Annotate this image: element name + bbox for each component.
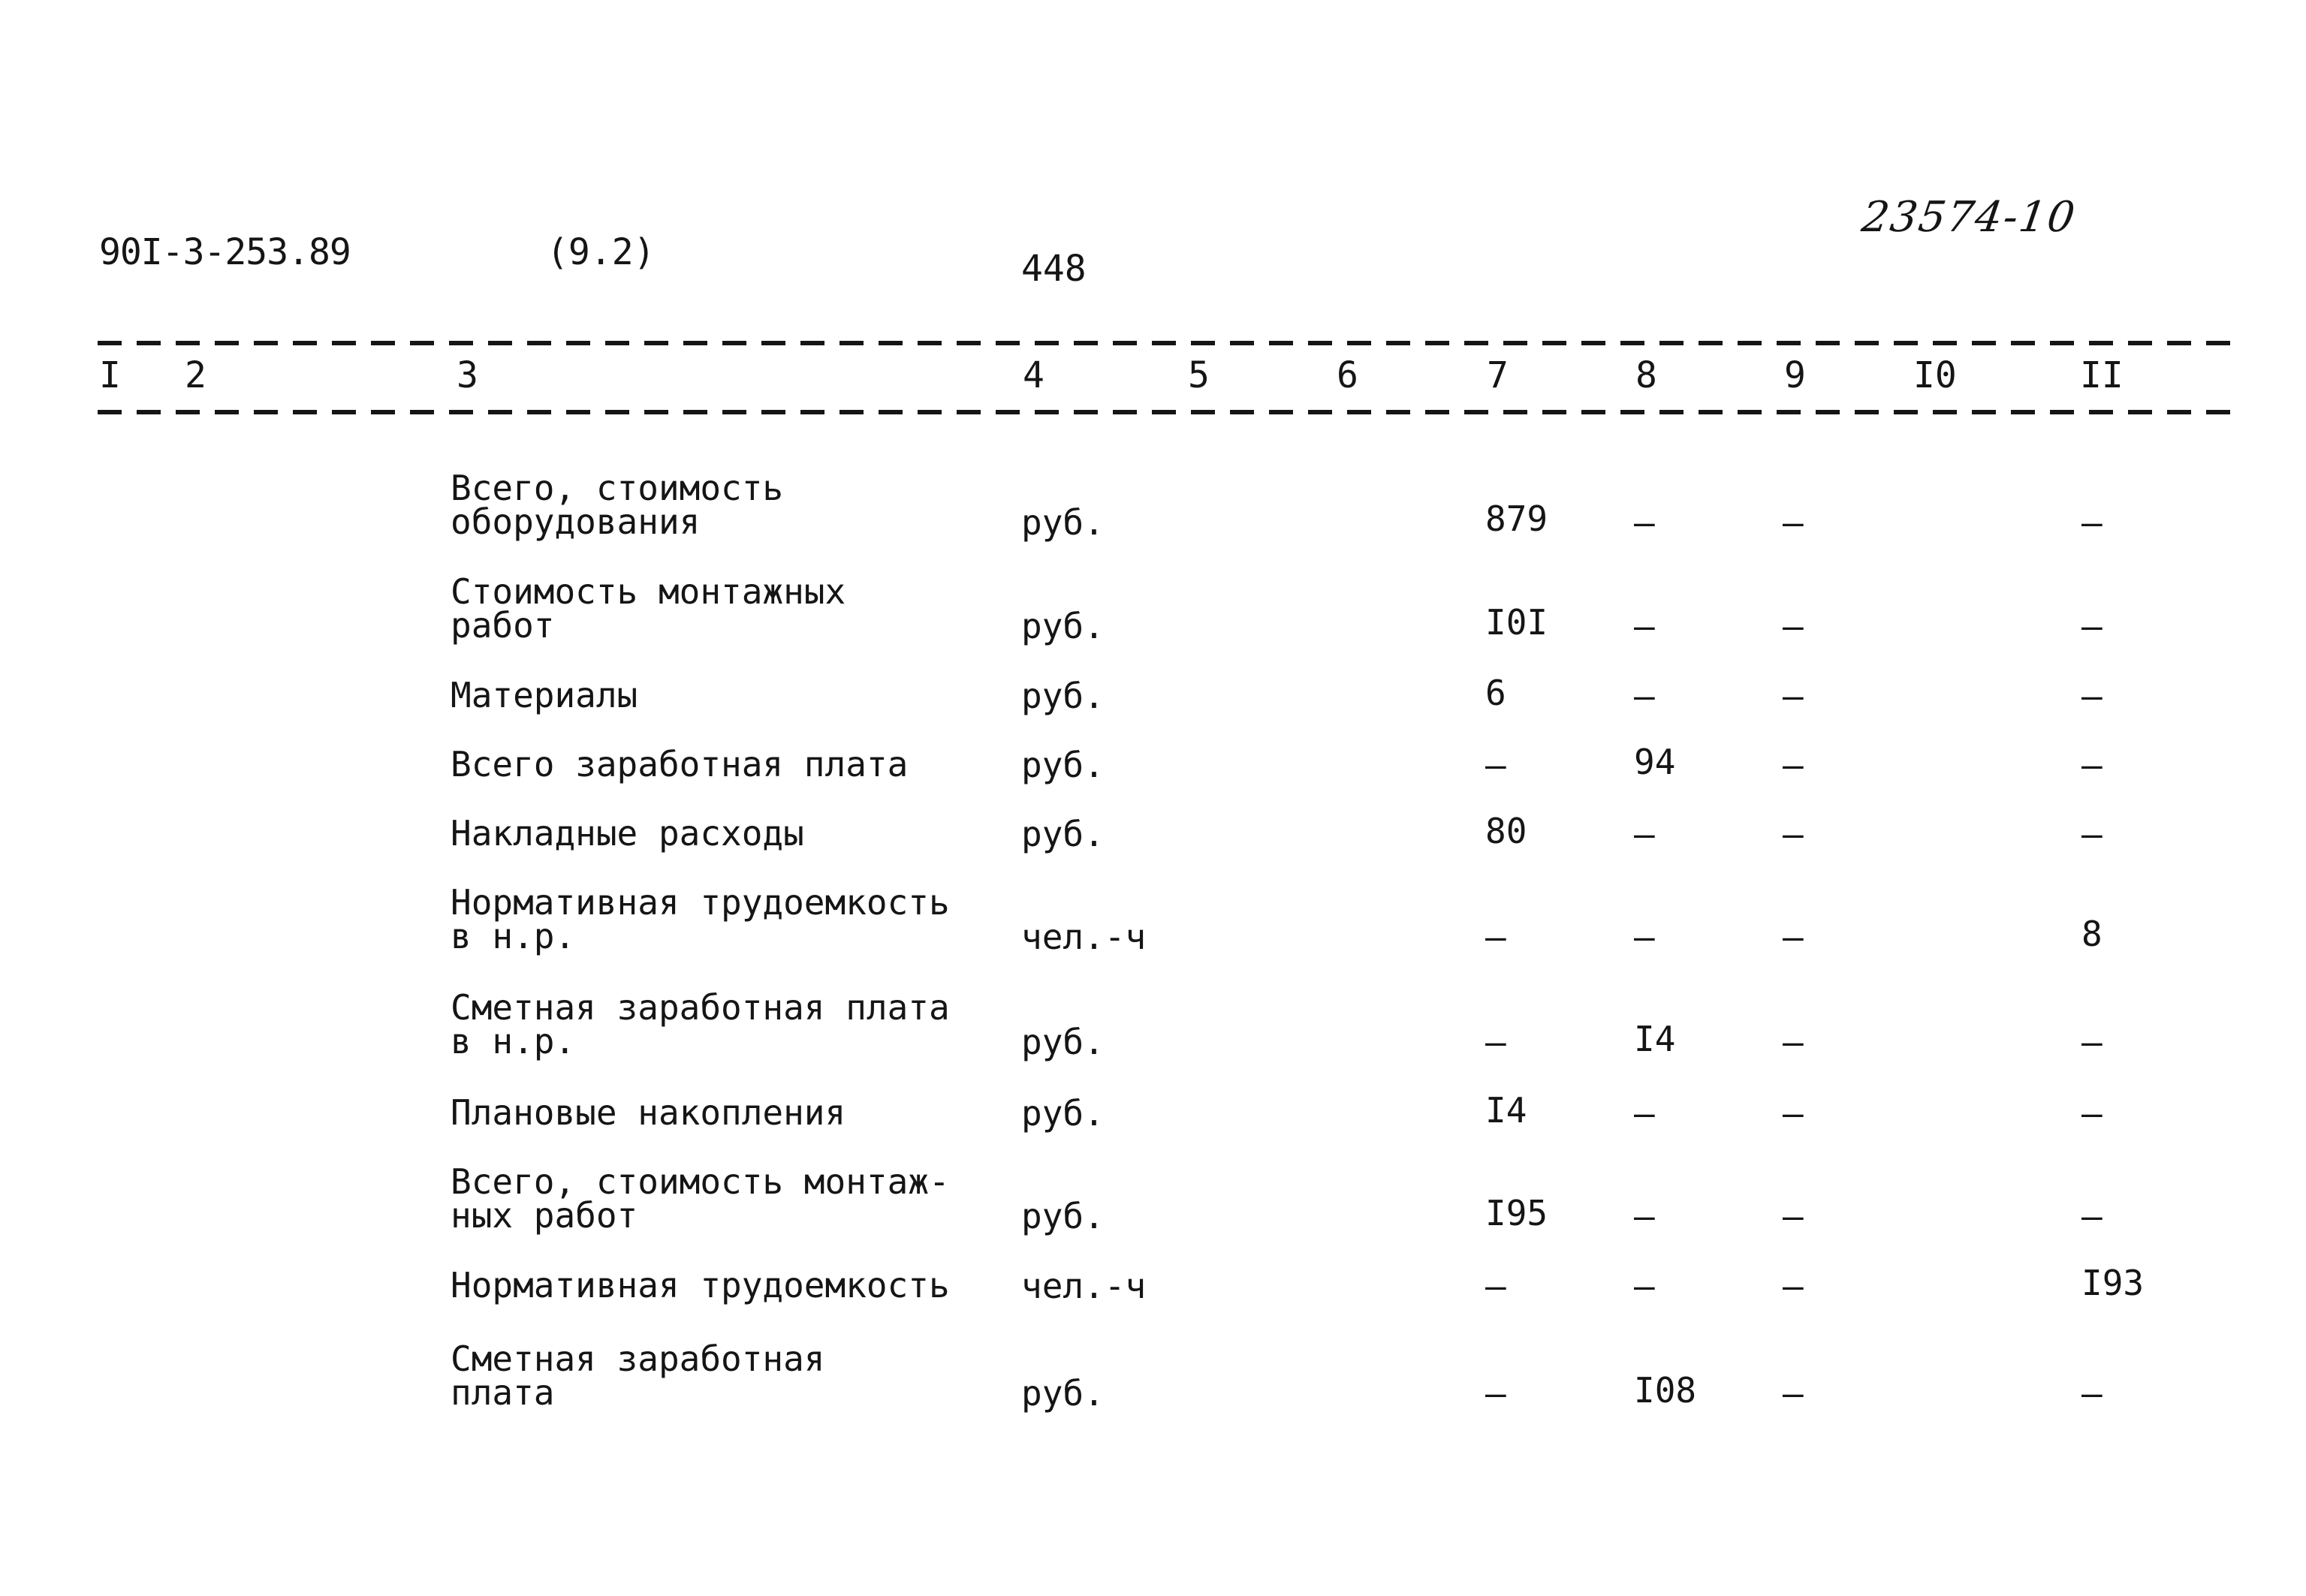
row-value-col11: – xyxy=(2081,676,2103,716)
row-value-col9: – xyxy=(1783,676,1804,716)
row-value-col7: I0I xyxy=(1485,602,1548,643)
column-number-11: II xyxy=(2080,354,2124,396)
row-value-col8: – xyxy=(1634,1266,1655,1306)
row-description: Плановые накопления xyxy=(451,1092,846,1133)
row-description: Материалы xyxy=(451,675,638,715)
row-description: Накладные расходы xyxy=(451,813,804,854)
row-value-col11: – xyxy=(2081,1093,2103,1134)
row-value-col9: – xyxy=(1783,917,1804,957)
row-value-col9: – xyxy=(1783,1022,1804,1062)
row-value-col7: 80 xyxy=(1485,811,1527,851)
column-number-7: 7 xyxy=(1487,354,1509,396)
row-value-col7: – xyxy=(1485,1266,1506,1306)
row-value-col8: – xyxy=(1634,676,1655,716)
row-value-col8: – xyxy=(1634,1093,1655,1134)
table-header-bottom-rule xyxy=(98,410,2238,414)
row-value-col8: I08 xyxy=(1634,1370,1697,1411)
row-value-col11: 8 xyxy=(2081,914,2103,954)
row-description: Стоимость монтажных работ xyxy=(451,571,846,646)
row-unit: руб. xyxy=(1021,606,1105,646)
row-unit: руб. xyxy=(1021,1093,1105,1134)
column-number-2: 2 xyxy=(185,354,206,396)
row-value-col11: – xyxy=(2081,745,2103,785)
row-value-col9: – xyxy=(1783,606,1804,646)
row-value-col9: – xyxy=(1783,502,1804,543)
row-value-col9: – xyxy=(1783,1196,1804,1236)
row-value-col9: – xyxy=(1783,1266,1804,1306)
column-number-8: 8 xyxy=(1635,354,1657,396)
row-value-col8: I4 xyxy=(1634,1019,1676,1059)
column-number-4: 4 xyxy=(1023,354,1044,396)
row-value-col7: – xyxy=(1485,917,1506,957)
column-number-9: 9 xyxy=(1784,354,1806,396)
row-value-col11: I93 xyxy=(2081,1263,2145,1303)
column-number-10: I0 xyxy=(1913,354,1957,396)
row-value-col11: – xyxy=(2081,606,2103,646)
row-value-col7: 6 xyxy=(1485,673,1506,713)
row-description: Всего, стоимость оборудования xyxy=(451,468,784,542)
row-unit: руб. xyxy=(1021,1022,1105,1062)
row-value-col7: I95 xyxy=(1485,1193,1548,1233)
archive-number: 23574-10 xyxy=(1858,193,2079,242)
column-number-1: I xyxy=(99,354,121,396)
row-value-col11: – xyxy=(2081,1373,2103,1414)
row-unit: чел.-ч xyxy=(1021,1266,1147,1306)
row-value-col7: – xyxy=(1485,745,1506,785)
row-value-col9: – xyxy=(1783,1093,1804,1134)
row-value-col8: – xyxy=(1634,1196,1655,1236)
row-description: Нормативная трудоемкость в н.р. xyxy=(451,882,950,956)
row-unit: руб. xyxy=(1021,676,1105,716)
row-value-col8: 94 xyxy=(1634,742,1676,782)
row-description: Всего заработная плата xyxy=(451,744,909,784)
row-value-col9: – xyxy=(1783,814,1804,854)
row-description: Нормативная трудоемкость xyxy=(451,1265,950,1305)
row-unit: руб. xyxy=(1021,1196,1105,1236)
row-unit: чел.-ч xyxy=(1021,917,1147,957)
row-value-col7: 879 xyxy=(1485,498,1548,539)
row-value-col8: – xyxy=(1634,917,1655,957)
row-value-col9: – xyxy=(1783,1373,1804,1414)
row-unit: руб. xyxy=(1021,502,1105,543)
row-value-col11: – xyxy=(2081,814,2103,854)
row-value-col7: I4 xyxy=(1485,1090,1527,1131)
row-value-col8: – xyxy=(1634,502,1655,543)
document-code: 90I-3-253.89 xyxy=(99,231,351,273)
row-value-col9: – xyxy=(1783,745,1804,785)
table-header-top-rule xyxy=(98,341,2238,345)
row-description: Сметная заработная плата xyxy=(451,1339,825,1413)
sheet-reference: (9.2) xyxy=(547,231,656,273)
row-value-col11: – xyxy=(2081,502,2103,543)
row-value-col7: – xyxy=(1485,1022,1506,1062)
row-value-col7: – xyxy=(1485,1373,1506,1414)
row-unit: руб. xyxy=(1021,814,1105,854)
row-unit: руб. xyxy=(1021,745,1105,785)
column-number-6: 6 xyxy=(1337,354,1358,396)
row-description: Сметная заработная плата в н.р. xyxy=(451,987,950,1061)
row-value-col8: – xyxy=(1634,814,1655,854)
column-number-5: 5 xyxy=(1188,354,1210,396)
row-description: Всего, стоимость монтаж- ных работ xyxy=(451,1161,950,1236)
row-unit: руб. xyxy=(1021,1373,1105,1414)
row-value-col11: – xyxy=(2081,1022,2103,1062)
page-number: 448 xyxy=(1021,248,1087,290)
row-value-col8: – xyxy=(1634,606,1655,646)
row-value-col11: – xyxy=(2081,1196,2103,1236)
column-number-3: 3 xyxy=(457,354,478,396)
